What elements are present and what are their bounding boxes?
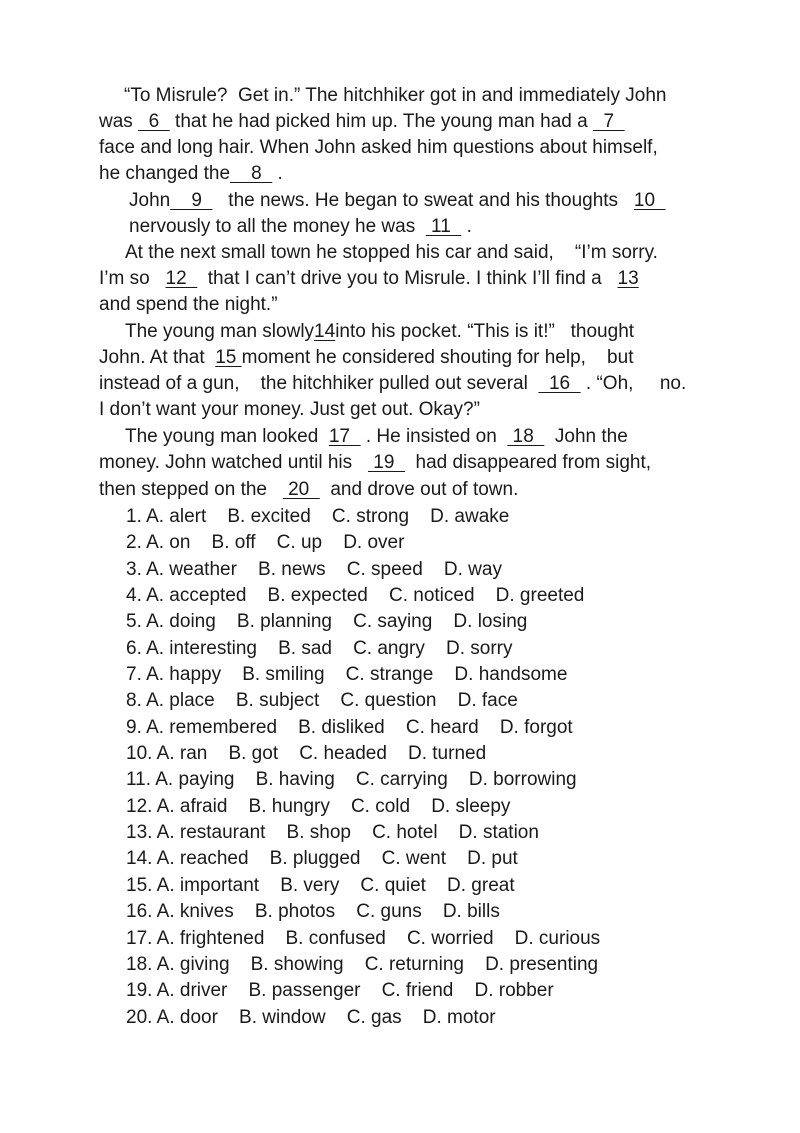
option-row: 3. A. weather B. news C. speed D. way	[126, 558, 502, 580]
passage-line: money. John watched until his 19 had disappeared from sight,	[99, 452, 652, 473]
option-row: 18. A. giving B. showing C. returning D. presenting	[126, 953, 599, 975]
option-row: 1. A. alert B. excited C. strong D. awake	[126, 506, 510, 527]
blank-10: 10	[633, 190, 666, 211]
passage-line: face and long hair. When John asked him questions about himself,	[99, 137, 658, 158]
option-row: 2. A. on B. off C. up D. over	[126, 532, 405, 554]
passage-line: John 9 the news. He began to sweat and his thoughts 10	[129, 190, 666, 211]
blank-14: 14	[314, 321, 336, 342]
option-row: 13. A. restaurant B. shop C. hotel D. station	[126, 822, 539, 844]
blank-19: 19	[367, 452, 405, 473]
blank-15: 15	[215, 347, 242, 368]
blank-11: 11	[425, 216, 462, 237]
passage-line: The young man looked 17 . He insisted on 18 John the	[125, 426, 628, 447]
option-row: 6. A. interesting B. sad C. angry D. sorry	[126, 637, 513, 659]
passage-line: nervously to all the money he was 11 .	[129, 216, 472, 237]
blank-7: 7	[592, 111, 625, 132]
option-row: 9. A. remembered B. disliked C. heard D. forgot	[126, 716, 573, 738]
blank-18: 18	[507, 426, 545, 447]
blank-20: 20	[282, 479, 320, 500]
option-row: 14. A. reached B. plugged C. went D. put	[126, 848, 518, 870]
options-list	[126, 504, 600, 1031]
option-row: 11. A. paying B. having C. carrying D. borrowing	[126, 769, 577, 791]
passage-line: I’m so 12 that I can’t drive you to Misrule. I think I’ll find a 13	[99, 268, 639, 289]
blank-8: 8	[230, 163, 273, 184]
passage-line: The young man slowly14into his pocket. “This is it!” thought	[125, 321, 635, 342]
option-row: 10. A. ran B. got C. headed D. turned	[126, 743, 487, 765]
option-row: 16. A. knives B. photos C. guns D. bills	[126, 901, 500, 923]
passage-line: John. At that 15 moment he considered shouting for help, but	[99, 347, 634, 368]
passage-line: At the next small town he stopped his car and said, “I’m sorry.	[125, 242, 658, 263]
option-row: 17. A. frightened B. confused C. worried D. curious	[126, 927, 601, 949]
option-row: 8. A. place B. subject C. question D. face	[126, 690, 518, 712]
blank-12: 12	[165, 268, 198, 289]
option-row: 4. A. accepted B. expected C. noticed D. greeted	[126, 585, 585, 607]
option-row: 19. A. driver B. passenger C. friend D. robber	[126, 980, 554, 1002]
blank-16: 16	[538, 373, 581, 394]
passage-line: he changed the 8 .	[99, 163, 283, 184]
option-row: 7. A. happy B. smiling C. strange D. handsome	[126, 664, 568, 686]
passage-line: I don’t want your money. Just get out. Okay?”	[99, 399, 480, 420]
blank-9: 9	[170, 190, 213, 211]
blank-17: 17	[328, 426, 361, 447]
passage-line: then stepped on the 20 and drove out of town.	[99, 479, 519, 500]
passage-line: and spend the night.”	[99, 294, 278, 315]
passage-line: instead of a gun, the hitchhiker pulled out several 16 . “Oh, no.	[99, 373, 687, 394]
passage-line: “To Misrule? Get in.” The hitchhiker got in and immediately John	[124, 85, 667, 106]
option-row: 12. A. afraid B. hungry C. cold D. sleepy	[126, 795, 511, 817]
blank-6: 6	[138, 111, 170, 132]
option-row: 15. A. important B. very C. quiet D. great	[126, 874, 515, 896]
passage-line: was 6 that he had picked him up. The young man had a 7	[99, 111, 625, 132]
option-row: 5. A. doing B. planning C. saying D. losing	[126, 611, 528, 633]
blank-13: 13	[617, 268, 639, 289]
option-row: 20. A. door B. window C. gas D. motor	[126, 1006, 496, 1028]
